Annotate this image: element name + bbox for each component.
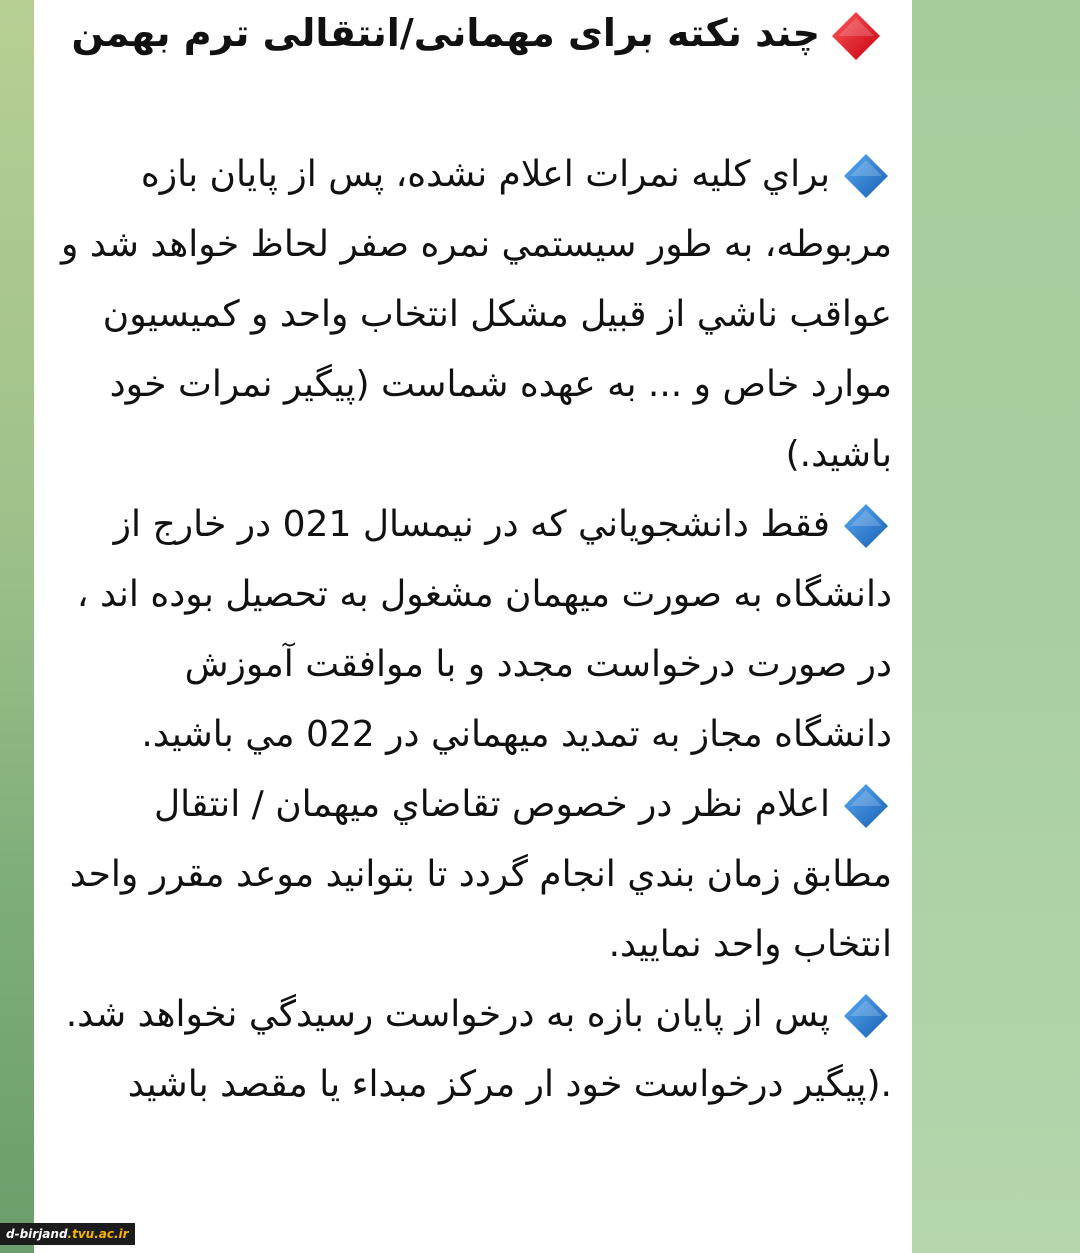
message-title-text: چند نکته برای مهمانی/انتقالی ترم بهمن — [71, 11, 820, 55]
left-panel-edge — [0, 0, 34, 1253]
blue-diamond-icon — [840, 150, 892, 202]
blue-diamond-icon — [840, 990, 892, 1042]
source-watermark — [0, 1223, 135, 1245]
red-diamond-icon — [830, 10, 882, 62]
paragraph-request-schedule — [57, 770, 892, 980]
paragraph-system-grades — [57, 140, 892, 490]
watermark-host: .tvu.ac.ir — [67, 1227, 129, 1241]
paragraph-text: براي کليه نمرات اعلام نشده، پس از پايان بازه مربوطه، به طور سيستمي نمره صفر لحاظ خواهد شد و عواقب ناشي از قبيل مشکل انتخاب واحد و کميسيون موارد خاص و ... به عهده شماست (پيگير نمرات خود باشيد.) — [61, 154, 892, 475]
blue-diamond-icon — [840, 500, 892, 552]
paragraph-deadline-notice — [57, 980, 892, 1120]
blue-diamond-icon — [840, 780, 892, 832]
paragraph-text: فقط دانشجوياني که در نيمسال 021 در خارج از دانشگاه به صورت ميهمان مشغول به تحصيل بوده اند ، در صورت درخواست مجدد و با موافقت آموزش دانشگاه مجاز به تمديد ميهماني در 022 مي باشيد. — [76, 504, 892, 755]
message-bubble — [34, 0, 912, 1253]
message-body — [57, 140, 892, 1120]
paragraph-text: اعلام نظر در خصوص تقاضاي ميهمان / انتقال مطابق زمان بندي انجام گردد تا بتوانيد موعد مقرر واحد انتخاب واحد نماييد. — [69, 784, 892, 965]
message-title — [62, 2, 882, 64]
watermark-prefix: d-birjand — [6, 1227, 68, 1241]
paragraph-text: پس از پايان بازه به درخواست رسيدگي نخواهد شد. .(پيگير درخواست خود ار مرکز مبداء يا مقصد باشيد — [65, 994, 892, 1105]
paragraph-guest-extension — [57, 490, 892, 770]
right-chat-margin — [912, 0, 1080, 1253]
